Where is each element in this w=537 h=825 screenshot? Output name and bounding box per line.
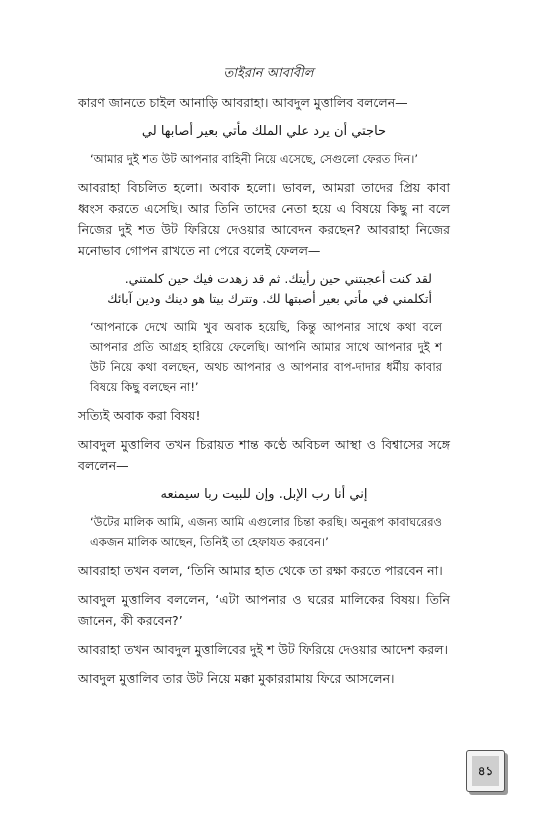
translation-quote: ‘আমার দুই শত উট আপনার বাহিনী নিয়ে এসেছে, সেগুলো ফেরত দিন।’: [90, 152, 419, 166]
arabic-line: أتكلمني في مأتي بعير أصبتها لك. وتترك بيتا هو دينك ودين آبائك: [107, 291, 432, 306]
translation-quote: ‘আপনাকে দেখে আমি খুব অবাক হয়েছি, কিন্তু আপনার সাথে কথা বলে আপনার প্রতি আগ্রহ হারিয়ে ফেলেছি। আপনি আমার সাথে আপনার দুই শ উট নিয়ে কথা বলছেন, অথচ আপনার ও আপনার বাপ-দাদার ধর্মীয় কাবার বিষয়ে কিছু বলছেন না!’: [90, 320, 442, 394]
paragraph: সত্যিই অবাক করা বিষয়!: [78, 408, 201, 423]
arabic-quote-block: [78, 269, 450, 309]
page-body: [78, 92, 450, 697]
paragraph: আবদুল মুত্তালিব বললেন, ‘এটা আপনার ও ঘরের মালিকের বিষয়। তিনি জানেন, কী করবেন?’: [78, 592, 450, 628]
translation-quote: ‘উটের মালিক আমি, এজন্য আমি এগুলোর চিন্তা করছি। অনুরূপ কাবাঘরেরও একজন মালিক আছেন, তিনিই তা হেফাযত করবেন।’: [90, 515, 442, 549]
running-header: তাইরান আবাবীল: [223, 66, 314, 81]
arabic-line: لقد كنت أعجبتني حين رأيتك. ثم قد زهدت فيك حين كلمتني.: [124, 271, 432, 286]
paragraph: আবরাহা তখন বলল, ‘তিনি আমার হাত থেকে তা রক্ষা করতে পারবেন না।: [78, 563, 443, 578]
paragraph: আবরাহা তখন আবদুল মুত্তালিবের দুই শ উট ফিরিয়ে দেওয়ার আদেশ করল।: [78, 642, 448, 657]
page-number: ৪১: [472, 756, 499, 786]
paragraph: আবদুল মুত্তালিব তার উট নিয়ে মক্কা মুকাররামায় ফিরে আসলেন।: [78, 671, 395, 686]
arabic-quote: إني أنا رب الإبل. وإن للبيت ربا سيمنعه: [160, 487, 368, 502]
page-number-box: [466, 750, 505, 792]
paragraph: আবরাহা বিচলিত হলো। অবাক হলো। ভাবল, আমরা তাদের প্রিয় কাবা ধ্বংস করতে এসেছি। আর তিনি তাদের নেতা হয়ে এ বিষয়ে কিছু না বলে নিজের দুই শত উট ফিরিয়ে দেওয়ার আবেদন করছেন? আবরাহা নিজের মনোভাব গোপন রাখতে না পেরে বলেই ফেলল—: [78, 180, 450, 258]
paragraph: আবদুল মুত্তালিব তখন চিরায়ত শান্ত কণ্ঠে অবিচল আস্থা ও বিশ্বাসের সঙ্গে বললেন—: [78, 437, 450, 473]
paragraph: কারণ জানতে চাইল আনাড়ি আবরাহা। আবদুল মুত্তালিব বললেন—: [78, 95, 408, 110]
arabic-quote: حاجتي أن يرد علي الملك مأتي بعير أصابها لي: [141, 124, 387, 139]
